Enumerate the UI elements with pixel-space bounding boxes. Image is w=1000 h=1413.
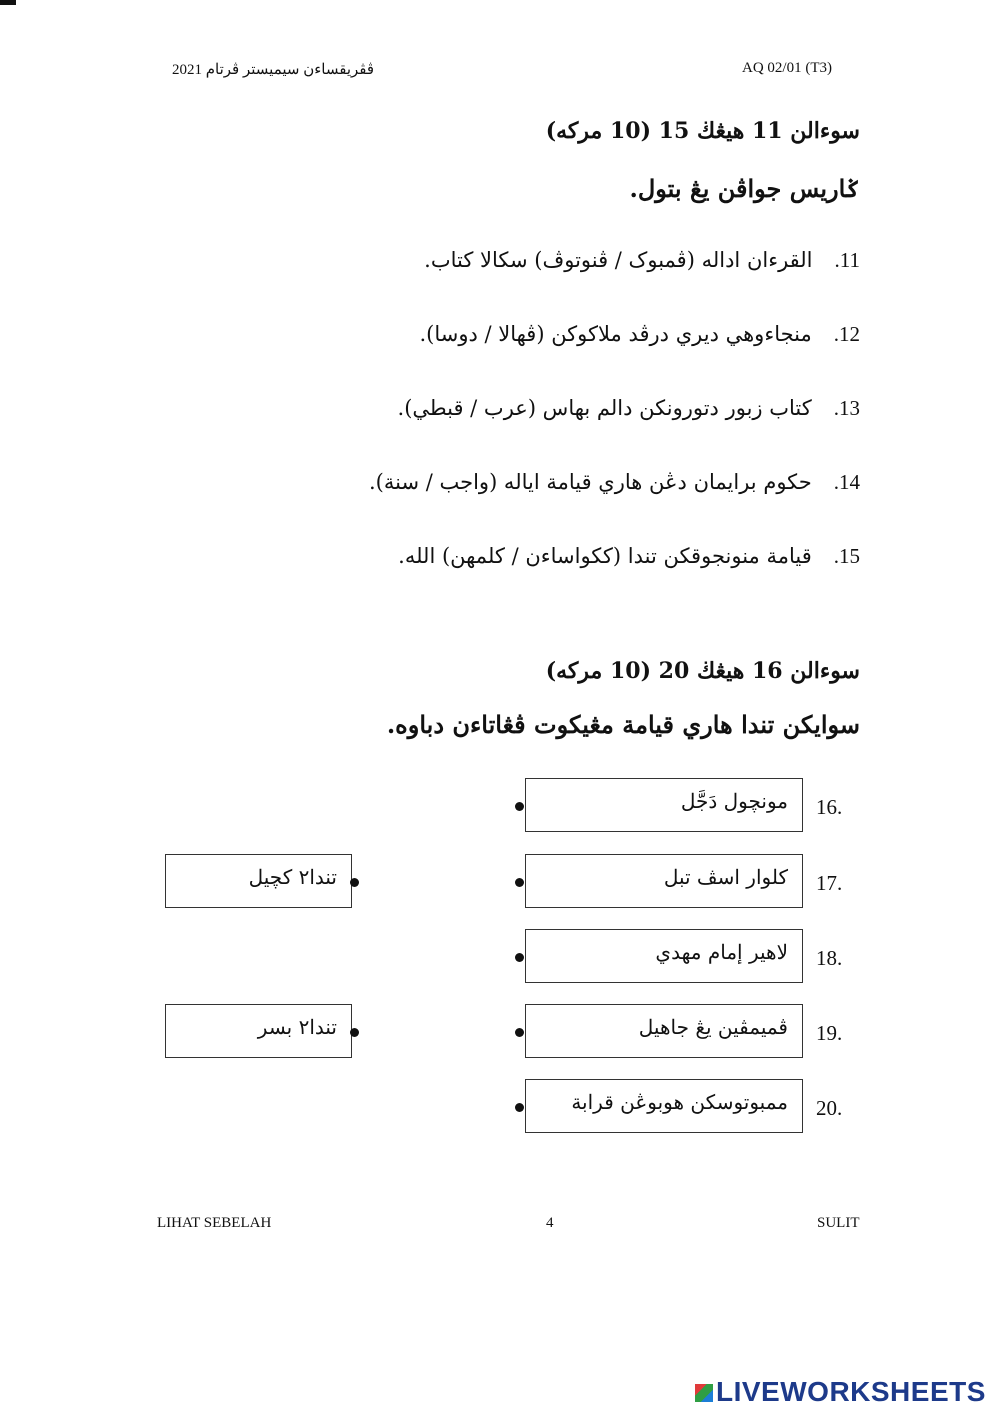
match-item-16[interactable]: مونچول دَجَّل — [525, 778, 803, 832]
connector-dot[interactable] — [515, 878, 524, 887]
category-minor-signs[interactable]: تندا٢ کچيل — [165, 854, 352, 908]
question-text: القرءان اداله (ڤمبوک / ڤنوتوڤ) سکالا کتاب. — [424, 248, 813, 272]
scan-edge-mark — [0, 0, 16, 5]
item-number-16: 16. — [816, 795, 843, 819]
match-item-19[interactable]: ڤميمڤين يڠ جاهيل — [525, 1004, 803, 1058]
connector-dot[interactable] — [350, 878, 359, 887]
question-12[interactable] — [419, 322, 860, 347]
question-text: حکوم برايمان دڠن هاري قيامة اياله (واجب / سنة). — [369, 470, 812, 494]
page-number: 4 — [546, 1215, 554, 1231]
exam-title: ڤڤريقساءن سيميستر ڤرتام 2021 — [172, 62, 375, 78]
section2-instruction: سوايکن تندا هاري قيامة مڠيکوت ڤڠاتاءن دباوه. — [386, 710, 860, 739]
question-text: کتاب زبور دتورونکن دالم بهاس (عرب / قبطي). — [397, 396, 812, 420]
section1-title: سوءالن 11 هيڠڬ 15 (10 مركه) — [545, 118, 860, 144]
question-number: 13. — [833, 396, 860, 420]
section1-instruction: ݢاريس جواڤن يڠ بتول. — [629, 174, 860, 203]
question-number: 15. — [833, 544, 860, 568]
question-number: 11. — [834, 248, 860, 272]
category-major-signs[interactable]: تندا٢ بسر — [165, 1004, 352, 1058]
match-item-17[interactable]: کلوار اسڤ تبل — [525, 854, 803, 908]
question-13[interactable] — [398, 396, 860, 421]
liveworksheets-badge-icon — [695, 1384, 713, 1402]
logo-text: LIVEWORKSHEETS — [716, 1376, 986, 1407]
item-number-20: 20. — [816, 1096, 843, 1120]
question-14[interactable] — [369, 470, 860, 495]
connector-dot[interactable] — [515, 1103, 524, 1112]
connector-dot[interactable] — [515, 802, 524, 811]
question-15[interactable] — [398, 544, 860, 569]
connector-dot[interactable] — [350, 1028, 359, 1037]
question-number: 14. — [833, 470, 860, 494]
question-text: منجاءوهي ديري درڤد ملاکوکن (ڤهالا / دوسا). — [419, 322, 812, 346]
match-item-18[interactable]: لاهير إمام مهدي — [525, 929, 803, 983]
connector-dot[interactable] — [515, 1028, 524, 1037]
liveworksheets-logo — [695, 1376, 986, 1408]
paper-code: AQ 02/01 (T3) — [742, 60, 832, 76]
item-number-19: 19. — [816, 1021, 843, 1045]
match-item-20[interactable]: ممبوتوسکن هوبوڠن قرابة — [525, 1079, 803, 1133]
footer-right: SULIT — [817, 1215, 860, 1231]
item-number-18: 18. — [816, 946, 843, 970]
footer-left: LIHAT SEBELAH — [157, 1215, 272, 1231]
section2-title: سوءالن 16 هيڠڬ 20 (10 مركه) — [545, 658, 860, 684]
item-number-17: 17. — [816, 871, 843, 895]
question-text: قيامة منونجوقکن تندا (ککواساءن / کلمهن) الله. — [398, 544, 812, 568]
connector-dot[interactable] — [515, 953, 524, 962]
question-number: 12. — [833, 322, 860, 346]
question-11[interactable] — [424, 248, 860, 273]
